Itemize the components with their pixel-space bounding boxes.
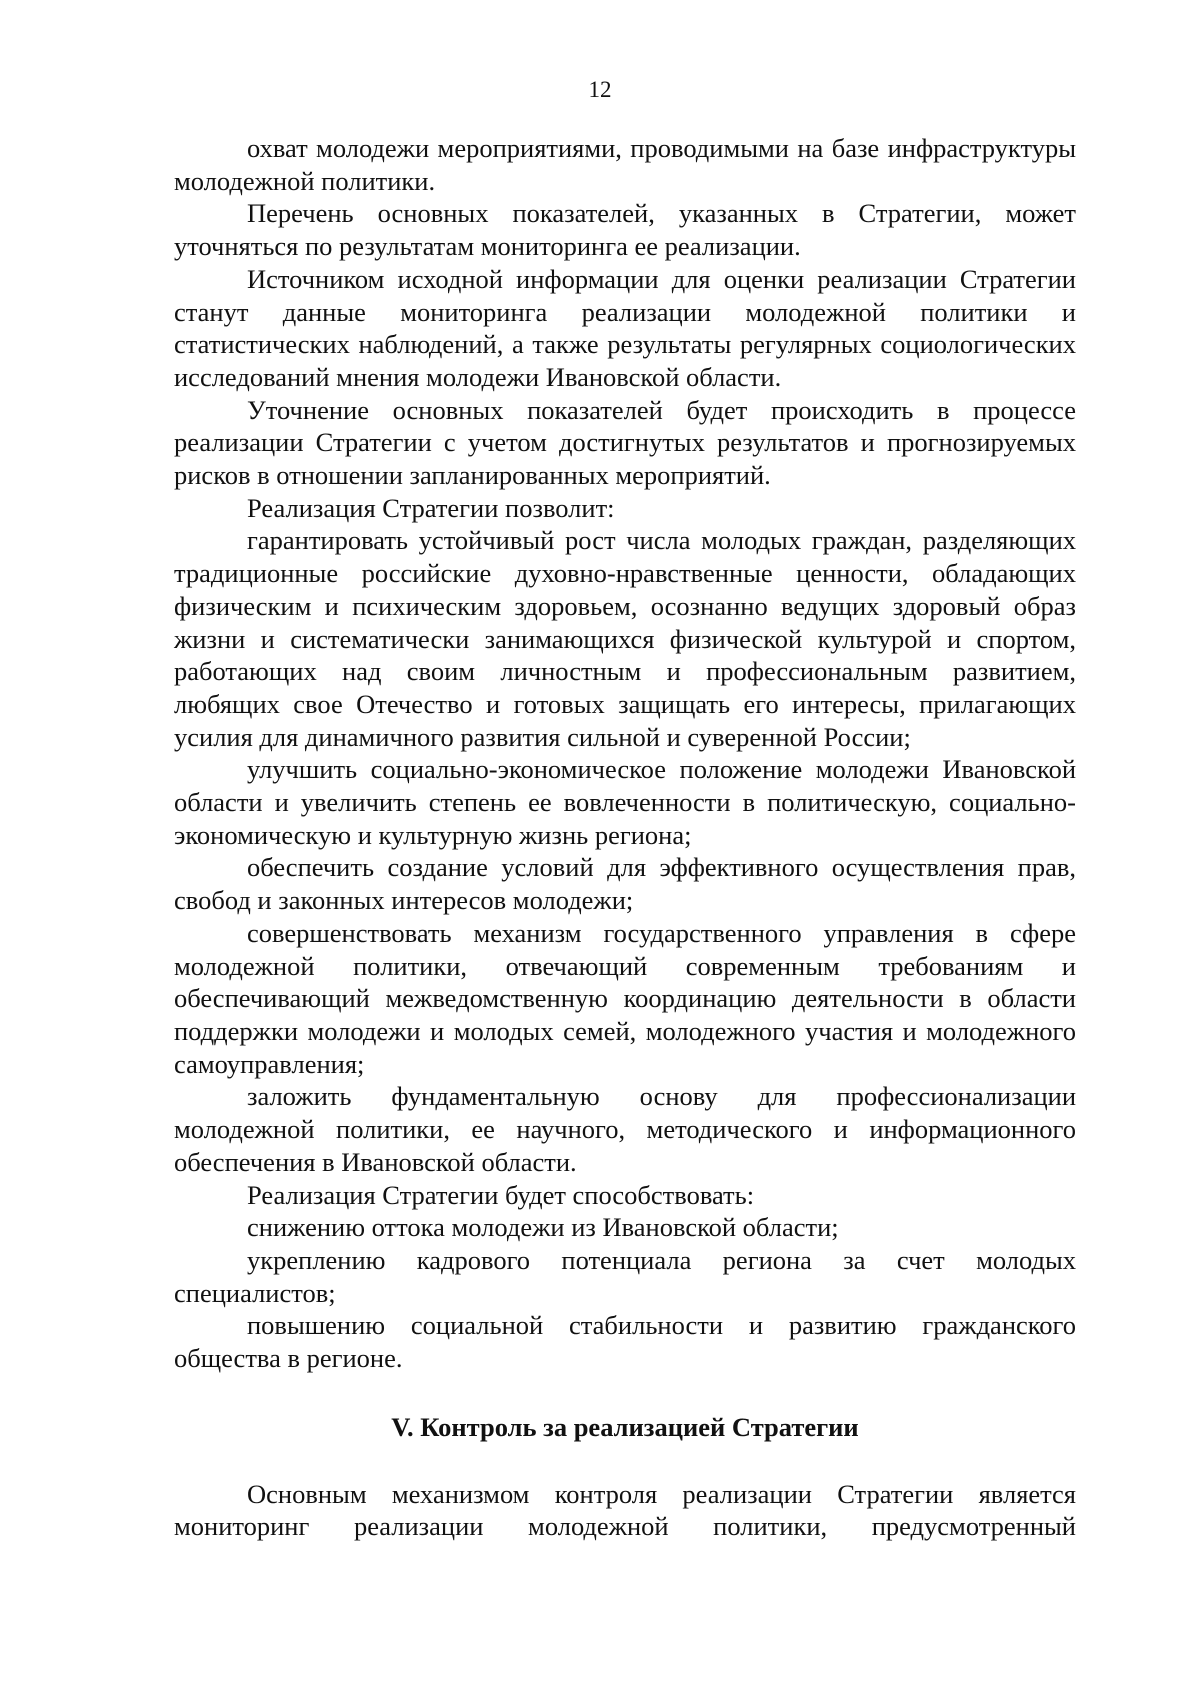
list-item: снижению оттока молодежи из Ивановской области;: [247, 1212, 839, 1243]
list-item: обеспечить создание условий для эффективного осуществления прав, свобод и законных интересов молодежи;: [174, 852, 1076, 916]
paragraph: охват молодежи мероприятиями, проводимыми на базе инфраструктуры молодежной политики.: [174, 133, 1076, 196]
list-item: повышению социальной стабильности и развитию гражданского общества в регионе.: [174, 1310, 1076, 1374]
section-heading: V. Контроль за реализацией Стратегии: [391, 1411, 859, 1442]
list-item: гарантировать устойчивый рост числа молодых граждан, разделяющих традиционные российские духовно-нравственные ценности, обладающих физическим и психическим здоровьем, осознанно ведущих здоровый образ жизни и систематически занимающихся физической культурой и спортом, работающих над своим личностным и профессиональным развитием, любящих свое Отечество и готовых защищать его интересы, прилагающих усилия для динамичного развития сильной и суверенной России;: [174, 525, 1076, 752]
paragraph: Основным механизмом контроля реализации Стратегии является мониторинг реализации молодежной политики, предусмотренный: [174, 1478, 1076, 1542]
document-body: [174, 132, 1076, 1543]
list-item: совершенствовать механизм государственного управления в сфере молодежной политики, отвечающий современным требованиям и обеспечивающий межведомственную координацию деятельности в области поддержки молодежи и молодых семей, молодежного участия и молодежного самоуправления;: [174, 917, 1076, 1079]
page-number: 12: [588, 77, 612, 102]
paragraph: Реализация Стратегии будет способствовать:: [247, 1179, 755, 1210]
paragraph: Уточнение основных показателей будет происходить в процессе реализации Стратегии с учетом достигнутых результатов и прогнозируемых рисков в отношении запланированных мероприятий.: [174, 394, 1076, 491]
paragraph: Реализация Стратегии позволит:: [247, 492, 615, 523]
paragraph: Перечень основных показателей, указанных в Стратегии, может уточняться по результатам мониторинга ее реализации.: [174, 198, 1076, 262]
list-item: укреплению кадрового потенциала региона за счет молодых специалистов;: [174, 1244, 1076, 1308]
paragraph: Источником исходной информации для оценки реализации Стратегии станут данные мониторинга реализации молодежной политики и статистических наблюдений, а также результаты регулярных социологических исследований мнения молодежи Ивановской области.: [174, 263, 1076, 392]
list-item: заложить фундаментальную основу для профессионализации молодежной политики, ее научного, методического и информационного обеспечения в Ивановской области.: [174, 1081, 1076, 1177]
list-item: улучшить социально-экономическое положение молодежи Ивановской области и увеличить степень ее вовлеченности в политическую, социально-экономическую и культурную жизнь региона;: [174, 754, 1076, 850]
